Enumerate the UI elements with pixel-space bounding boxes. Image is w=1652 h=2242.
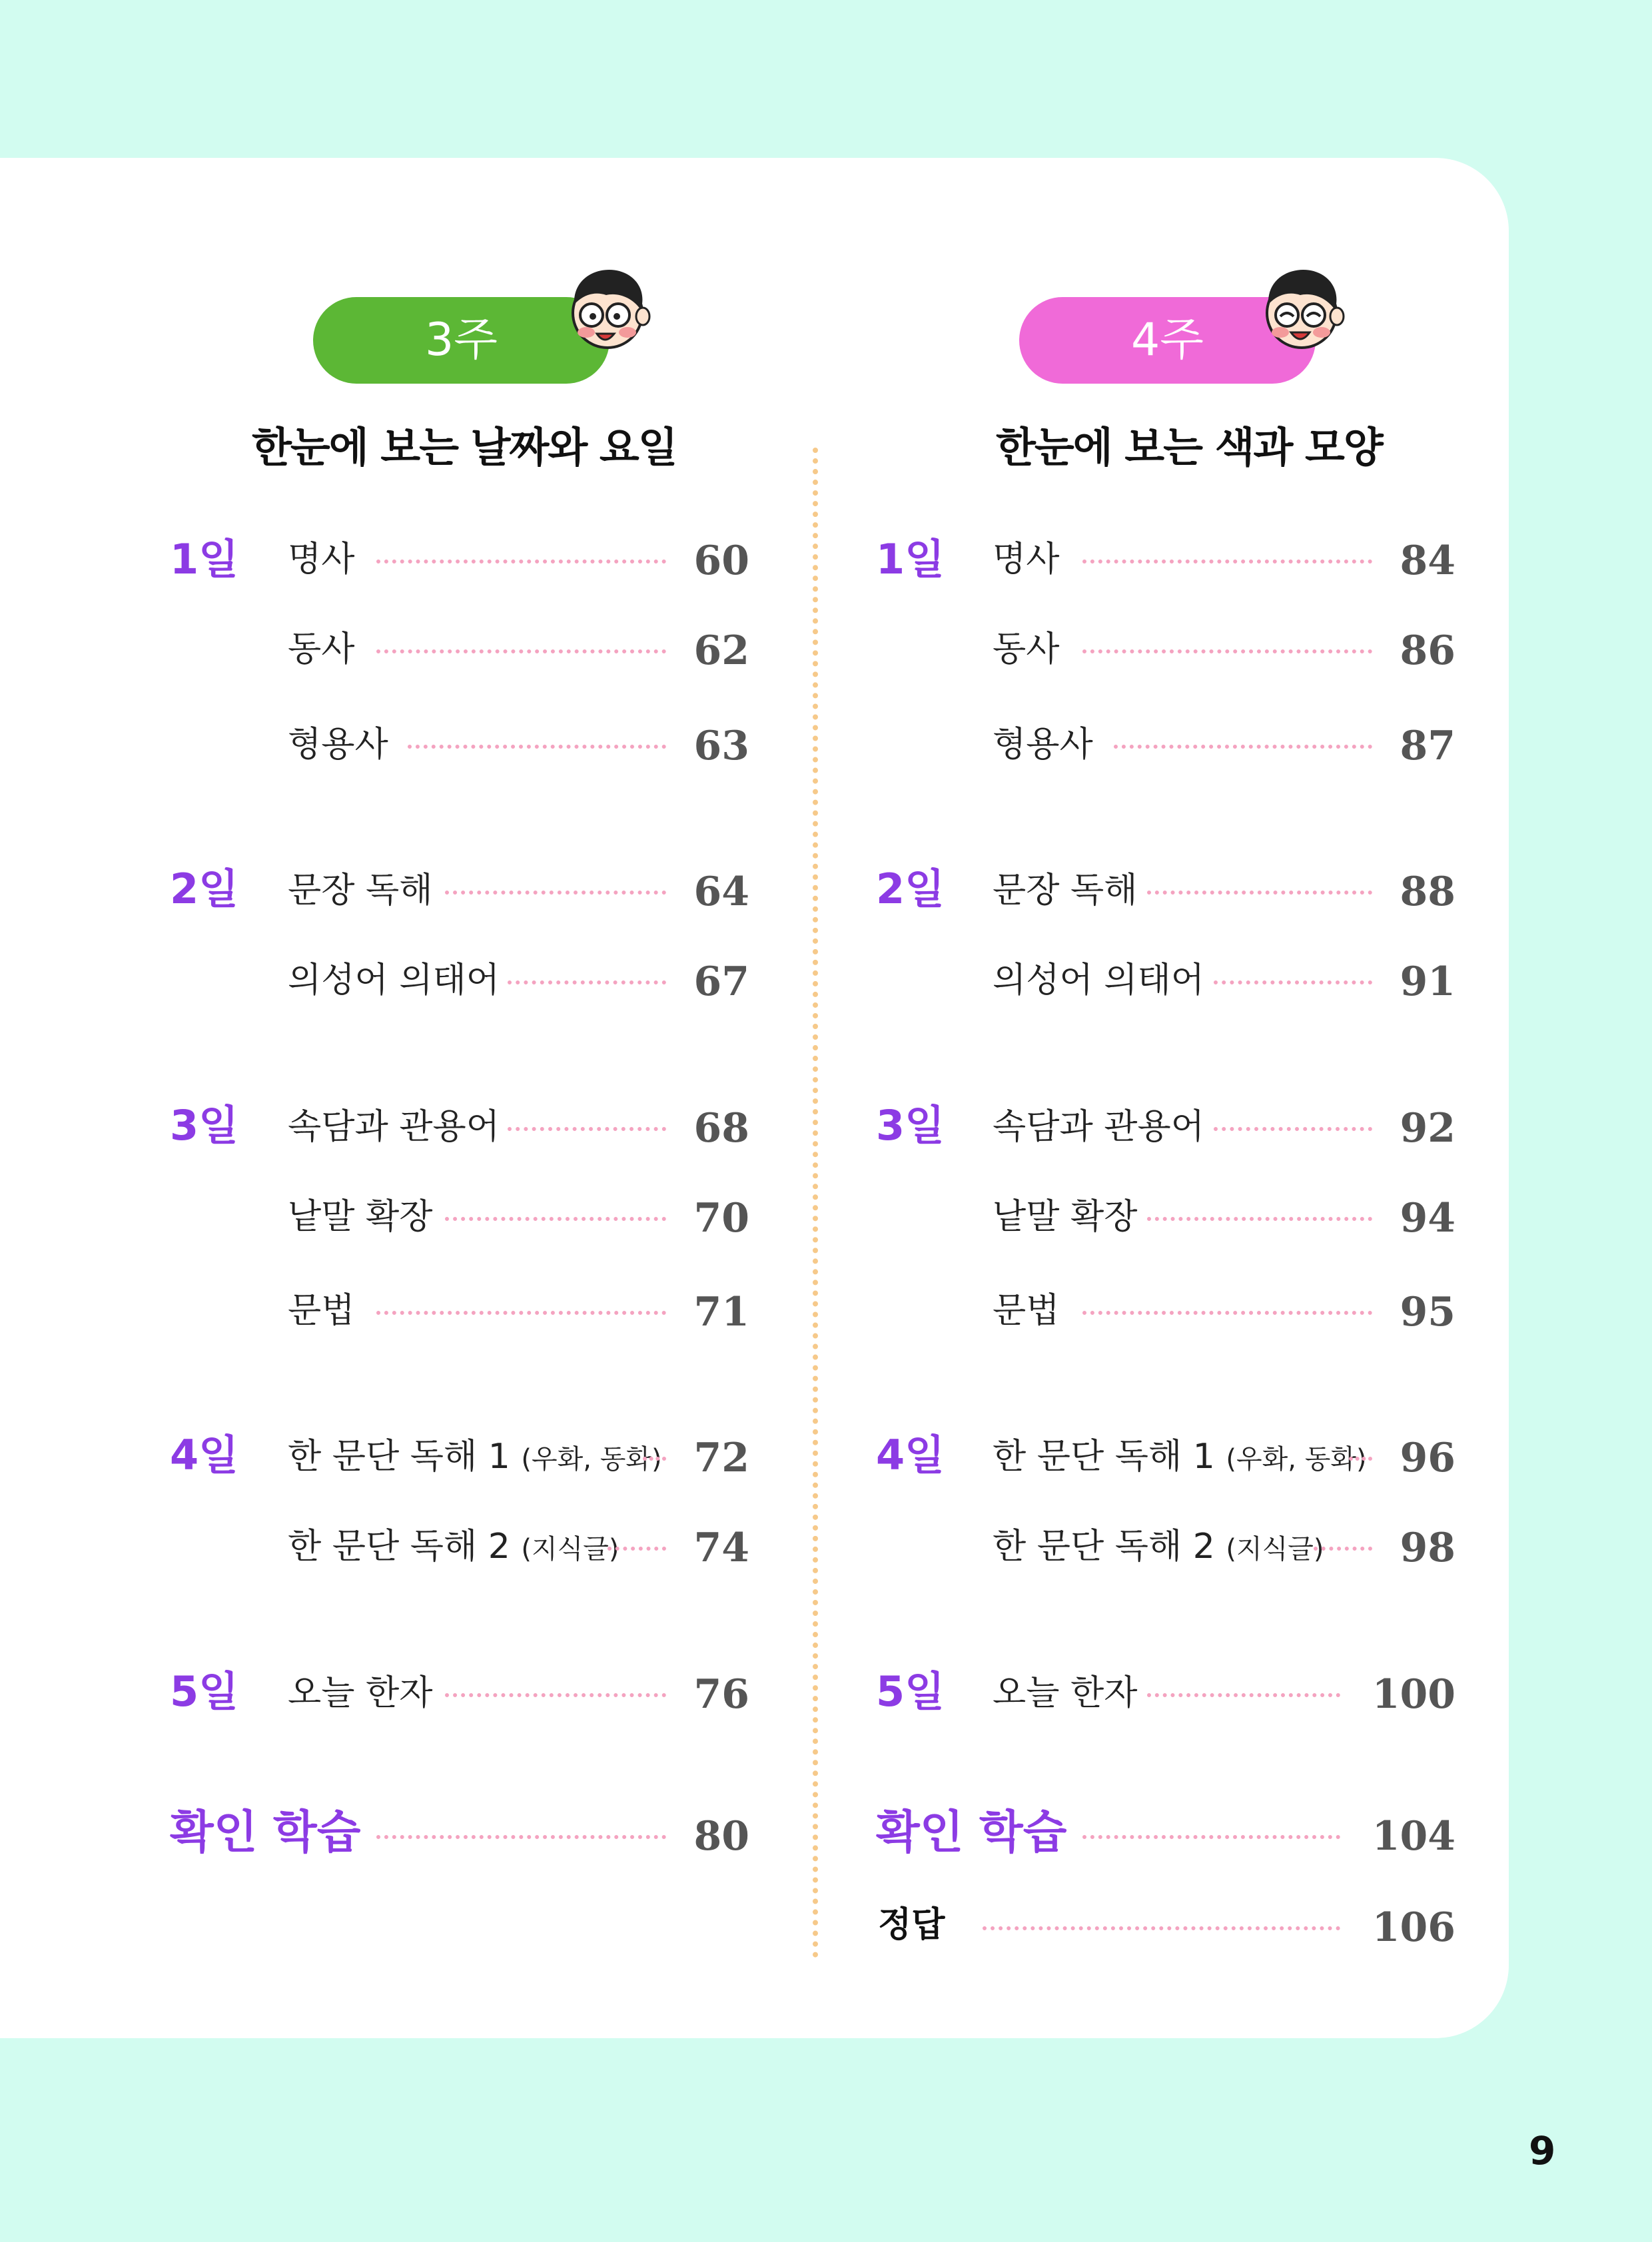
answer-label: 정답 xyxy=(878,1905,945,1945)
toc-entry-label: 의성어 의태어 xyxy=(993,960,1204,1000)
toc-page-number: 98 xyxy=(1400,1525,1455,1571)
dot-leader xyxy=(376,649,666,653)
day-3-label: 3일 xyxy=(876,1101,945,1150)
dot-leader xyxy=(1082,1311,1372,1315)
toc-page-number: 76 xyxy=(693,1671,749,1718)
toc-entry-label: 낱말 확장 xyxy=(288,1197,433,1237)
toc-entry-note: (지식글) xyxy=(521,1534,620,1565)
toc-page-number: 67 xyxy=(693,958,749,1005)
dot-leader xyxy=(408,745,666,749)
week-4-badge: 4주 xyxy=(1019,297,1316,384)
toc-entry-main: 한 문단 독해 2 xyxy=(993,1527,1215,1567)
toc-page-number: 80 xyxy=(693,1813,749,1860)
toc-page-number: 74 xyxy=(693,1525,749,1571)
week-3-title: 한눈에 보는 날짜와 요일 xyxy=(252,423,677,472)
toc-page-number: 106 xyxy=(1372,1904,1455,1951)
day-1-label: 1일 xyxy=(876,535,945,583)
toc-entry-main: 한 문단 독해 2 xyxy=(288,1527,510,1567)
toc-page-number: 96 xyxy=(1400,1435,1455,1481)
toc-page-number: 60 xyxy=(693,538,749,584)
column-divider xyxy=(813,448,818,1958)
week-4-title: 한눈에 보는 색과 모양 xyxy=(996,423,1382,472)
day-5-label: 5일 xyxy=(876,1667,945,1716)
toc-page-number: 64 xyxy=(693,869,749,915)
dot-leader xyxy=(376,560,666,563)
toc-entry-note: (우화, 동화) xyxy=(1226,1444,1367,1475)
toc-entry-label: 속담과 관용어 xyxy=(993,1107,1204,1147)
day-2-label: 2일 xyxy=(170,865,239,913)
toc-page-number: 104 xyxy=(1372,1813,1455,1860)
toc-entry-main: 한 문단 독해 1 xyxy=(993,1437,1215,1477)
toc-entry-label: 오늘 한자 xyxy=(993,1673,1138,1713)
day-4-label: 4일 xyxy=(876,1431,945,1479)
toc-entry-label: 낱말 확장 xyxy=(993,1197,1138,1237)
toc-entry-label xyxy=(993,1430,1367,1486)
toc-entry-label: 문장 독해 xyxy=(993,871,1138,911)
toc-entry-label: 명사 xyxy=(993,540,1060,579)
toc-page-number: 68 xyxy=(693,1105,749,1152)
dot-leader xyxy=(1082,560,1372,563)
toc-entry-main: 한 문단 독해 1 xyxy=(288,1437,510,1477)
toc-entry-label xyxy=(288,1520,620,1576)
toc-page-number: 94 xyxy=(1400,1195,1455,1242)
toc-entry-label: 동사 xyxy=(993,629,1060,669)
review-label: 확인 학습 xyxy=(876,1806,1067,1859)
dot-leader xyxy=(376,1835,666,1839)
day-3-label: 3일 xyxy=(170,1101,239,1150)
dot-leader xyxy=(1147,1217,1372,1221)
smiling-boy-mascot-icon xyxy=(1250,263,1350,355)
dot-leader xyxy=(445,1693,666,1697)
toc-page-number: 63 xyxy=(693,723,749,769)
toc-page-number: 62 xyxy=(693,627,749,674)
day-2-label: 2일 xyxy=(876,865,945,913)
toc-page-number: 87 xyxy=(1400,723,1455,769)
dot-leader xyxy=(983,1926,1340,1930)
toc-entry-label: 동사 xyxy=(288,629,355,669)
dot-leader xyxy=(376,1311,666,1315)
toc-entry-label: 형용사 xyxy=(993,725,1093,765)
dot-leader xyxy=(445,1217,666,1221)
day-5-label: 5일 xyxy=(170,1667,239,1716)
boy-mascot-icon xyxy=(553,263,653,355)
toc-page-number: 72 xyxy=(693,1435,749,1481)
toc-page-number: 88 xyxy=(1400,869,1455,915)
day-4-label: 4일 xyxy=(170,1431,239,1479)
toc-entry-label: 속담과 관용어 xyxy=(288,1107,500,1147)
toc-entry-label: 문법 xyxy=(288,1291,355,1331)
toc-entry-note: (지식글) xyxy=(1226,1534,1324,1565)
dot-leader xyxy=(445,891,666,895)
dot-leader xyxy=(1114,745,1372,749)
day-1-label: 1일 xyxy=(170,535,239,583)
toc-page-number: 71 xyxy=(693,1289,749,1335)
dot-leader xyxy=(1147,891,1372,895)
toc-entry-label xyxy=(288,1430,662,1486)
toc-entry-note: (우화, 동화) xyxy=(521,1444,662,1475)
toc-entry-label: 형용사 xyxy=(288,725,388,765)
toc-page-number: 95 xyxy=(1400,1289,1455,1335)
week-3-badge: 3주 xyxy=(313,297,610,384)
toc-page-number: 91 xyxy=(1400,958,1455,1005)
toc-entry-label: 오늘 한자 xyxy=(288,1673,433,1713)
review-label: 확인 학습 xyxy=(170,1806,361,1859)
toc-page-number: 92 xyxy=(1400,1105,1455,1152)
dot-leader xyxy=(1147,1693,1340,1697)
toc-entry-label: 의성어 의태어 xyxy=(288,960,500,1000)
toc-page-number: 84 xyxy=(1400,538,1455,584)
toc-page-number: 70 xyxy=(693,1195,749,1242)
toc-entry-label xyxy=(993,1520,1324,1576)
toc-entry-label: 명사 xyxy=(288,540,355,579)
dot-leader xyxy=(1082,1835,1340,1839)
page-number: 9 xyxy=(1529,2128,1556,2173)
toc-entry-label: 문법 xyxy=(993,1291,1060,1331)
toc-page-number: 100 xyxy=(1372,1671,1455,1718)
toc-entry-label: 문장 독해 xyxy=(288,871,433,911)
dot-leader xyxy=(1082,649,1372,653)
toc-page-number: 86 xyxy=(1400,627,1455,674)
